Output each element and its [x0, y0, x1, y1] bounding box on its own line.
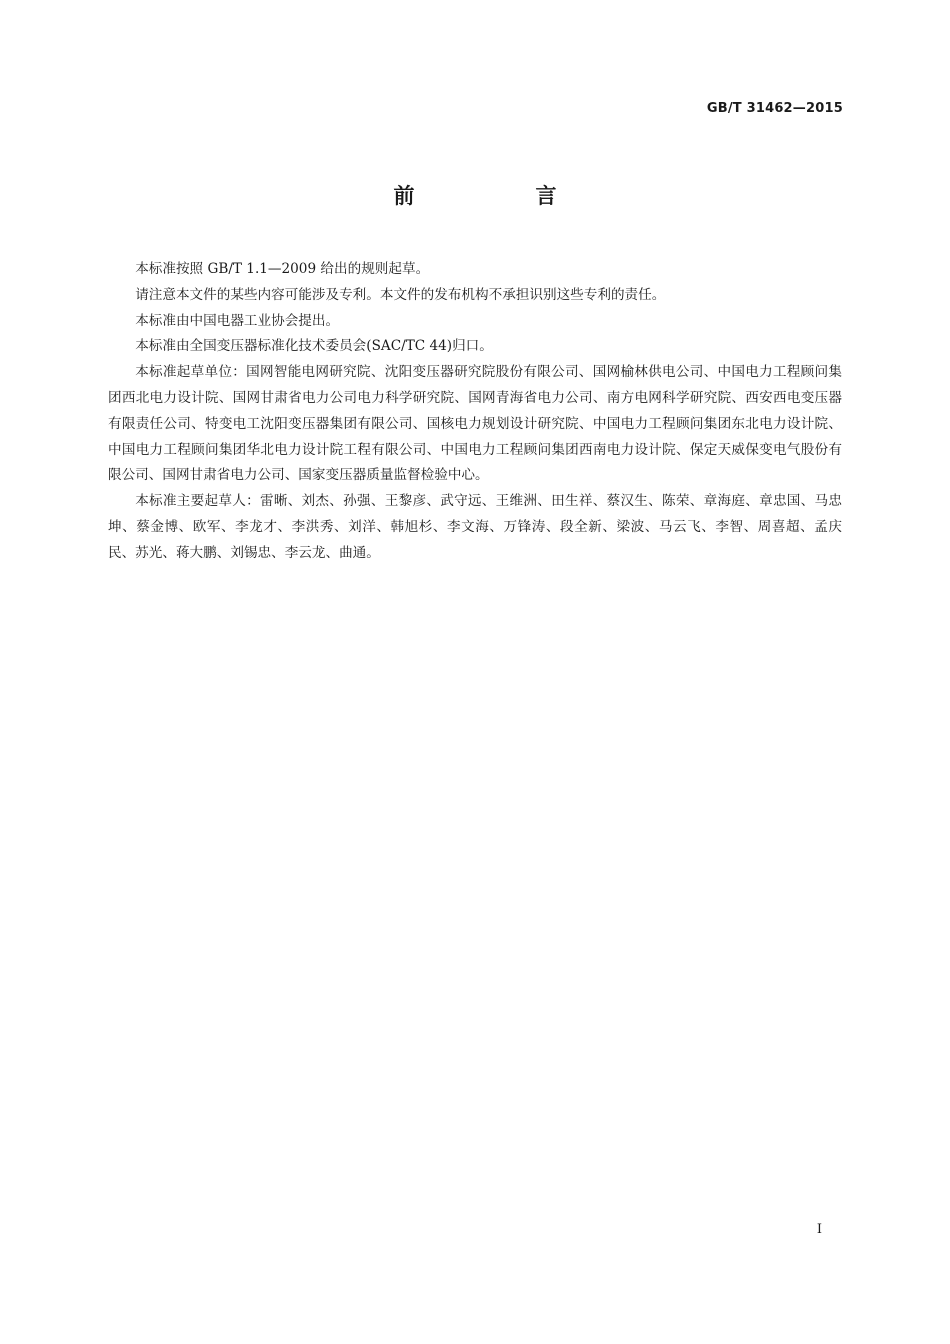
standard-code: GB/T 31462—2015: [706, 101, 843, 116]
paragraph-drafting-units: 本标准起草单位：国网智能电网研究院、沈阳变压器研究院股份有限公司、国网榆林供电公司、中国电力工程顾问集团西北电力设计院、国网甘肃省电力公司电力科学研究院、国网青海省电力公司、南方电网科学研究院、西安西电变压器有限责任公司、特变电工沈阳变压器集团有限公司、国核电力规划设计研究院、中国电力工程顾问集团东北电力设计院、中国电力工程顾问集团华北电力设计院工程有限公司、中国电力工程顾问集团西南电力设计院、保定天威保变电气股份有限公司、国网甘肃省电力公司、国家变压器质量监督检验中心。: [108, 364, 842, 484]
page-title: 前 言: [393, 184, 607, 208]
paragraph-proposer: 本标准由中国电器工业协会提出。: [135, 312, 340, 329]
paragraph-committee: 本标准由全国变压器标准化技术委员会(SAC/TC 44)归口。: [135, 338, 493, 355]
foreword-body: [108, 257, 842, 567]
paragraph-drafting-rules: 本标准按照 GB/T 1.1—2009 给出的规则起草。: [135, 261, 430, 277]
paragraph-drafters: 本标准主要起草人：雷晰、刘杰、孙强、王黎彦、武守远、王维洲、田生祥、蔡汉生、陈荣、章海庭、章忠国、马忠坤、蔡金博、欧军、李龙才、李洪秀、刘洋、韩旭杉、李文海、万锋涛、段全新、梁波、马云飞、李智、周喜超、孟庆民、苏光、蒋大鹏、刘锡忠、李云龙、曲通。: [108, 493, 842, 561]
paragraph-patent-notice: 请注意本文件的某些内容可能涉及专利。本文件的发布机构不承担识别这些专利的责任。: [135, 286, 666, 303]
page-number: I: [816, 1222, 822, 1237]
